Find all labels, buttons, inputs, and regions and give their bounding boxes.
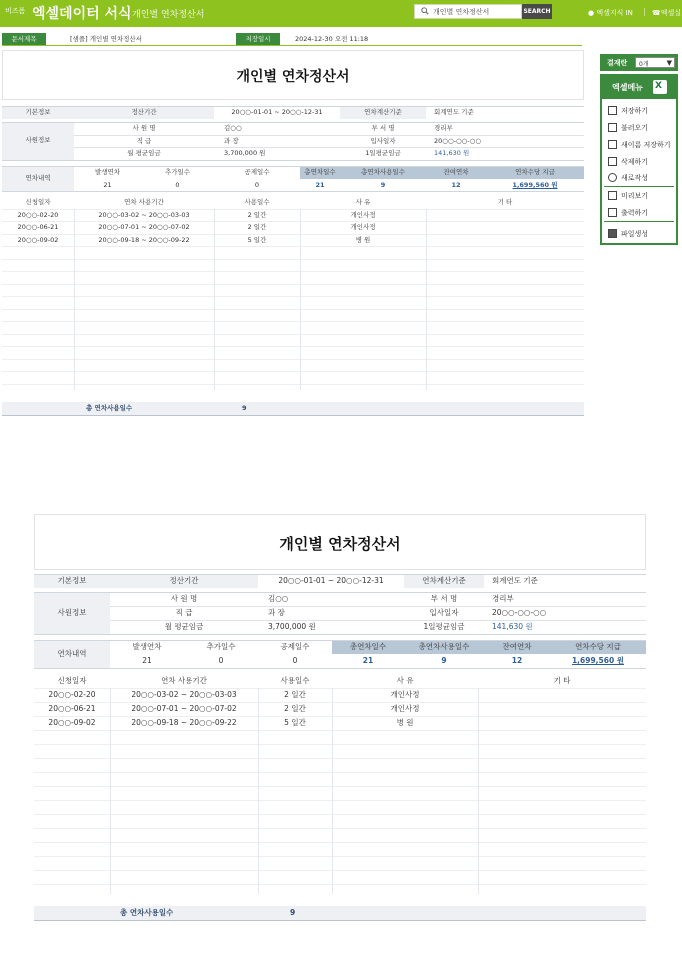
- menu-delete-label: 삭제하기: [621, 158, 649, 166]
- brand-small[interactable]: 비즈폼: [5, 7, 26, 15]
- menu-divider: [604, 186, 674, 187]
- usage-cell: 20○○-09-18 ~ 20○○-09-22: [98, 235, 190, 244]
- leave-header: 연차수당 지급: [550, 640, 646, 654]
- leave-value: 21: [142, 656, 152, 665]
- search-button[interactable]: SEARCH: [522, 4, 552, 19]
- usage-cell: 5 일간: [247, 235, 267, 244]
- grid-line: [2, 246, 584, 247]
- leave-header: 총연차사용일수: [340, 166, 426, 179]
- block-divider: [2, 166, 584, 167]
- menu-save-as-label: 새이름 저장하기: [621, 141, 671, 149]
- grid-column-line: [110, 688, 111, 894]
- usage-cell: 2 일간: [247, 223, 267, 231]
- leave-header: 발생연차: [94, 168, 121, 176]
- leave-header: 공제일수: [244, 168, 270, 176]
- menu-print-label: 출력하기: [621, 209, 649, 217]
- block-divider: [34, 592, 646, 593]
- leave-header: 잔여연차: [484, 640, 550, 654]
- grid-line: [2, 259, 584, 260]
- approval-select-value: 0개: [639, 61, 649, 68]
- leave-value: 0: [254, 180, 260, 189]
- menu-create-file-label: 파일생성: [621, 230, 649, 238]
- leave-value: 0: [175, 180, 180, 189]
- employee-info-label: 사원정보: [2, 122, 74, 160]
- grid-line: [34, 884, 646, 885]
- basis-label: 연차계산기준: [404, 574, 484, 588]
- grid-line: [2, 346, 584, 347]
- usage-cell: 20○○-02-20: [48, 690, 96, 699]
- basis-label: 연차계산기준: [340, 106, 426, 119]
- employee-field-label: 입사일자: [429, 608, 459, 617]
- employee-field-label: 부 서 명: [430, 594, 458, 603]
- employee-field-label: 사 원 명: [170, 594, 198, 603]
- grid-line: [34, 870, 646, 871]
- usage-cell: 개인사정: [390, 690, 420, 699]
- row-divider: [2, 415, 584, 416]
- usage-header: 신청일자: [25, 198, 51, 206]
- grid-line: [34, 800, 646, 801]
- excel-knowledge-link[interactable]: [588, 8, 633, 18]
- brand-subtitle: 개인별 연차정산서: [132, 10, 205, 20]
- grid-line: [34, 786, 646, 787]
- grid-line: [34, 730, 646, 731]
- grid-line: [34, 688, 646, 689]
- phone-icon: ☎: [652, 9, 661, 17]
- excel-icon: X: [653, 80, 667, 94]
- usage-cell: 병 원: [396, 718, 414, 727]
- sheet-title-box: [34, 514, 646, 570]
- block-divider: [34, 634, 646, 635]
- grid-line: [34, 856, 646, 857]
- basis-value: 회계연도 기준: [492, 576, 538, 585]
- doc-date-value: 2024-12-30 오전 11:18: [295, 35, 369, 43]
- basic-info-label: 기본정보: [2, 106, 74, 119]
- employee-field-value: 과 장: [224, 136, 239, 145]
- usage-cell: 20○○-07-01 ~ 20○○-07-02: [131, 704, 237, 713]
- usage-cell: 20○○-06-21: [17, 223, 59, 231]
- menu-divider: [604, 221, 674, 222]
- grid-column-line: [214, 209, 215, 391]
- employee-field-value: 경리부: [492, 594, 514, 603]
- grid-line: [2, 296, 584, 297]
- employee-field-label: 사 원 명: [132, 124, 156, 132]
- block-divider: [2, 106, 584, 107]
- employee-field-label: 1일평균임금: [423, 622, 465, 631]
- usage-cell: 5 일간: [284, 718, 306, 727]
- grid-line: [2, 371, 584, 372]
- employee-field-label: 월 평균임금: [164, 622, 204, 631]
- grid-line: [34, 716, 646, 717]
- search-input[interactable]: [414, 4, 522, 19]
- menu-save[interactable]: [608, 104, 676, 118]
- period-label: 정산기간: [74, 106, 214, 119]
- leave-header: 공제일수: [280, 642, 310, 651]
- menu-load[interactable]: [608, 121, 676, 135]
- doc-title-value: [샘플] 개인별 연차정산서: [70, 35, 142, 43]
- save-as-icon: [608, 140, 617, 149]
- menu-new-label: 새로작성: [621, 174, 649, 182]
- leave-header: 연차수당 지급: [486, 166, 584, 179]
- employee-field-value: 141,630 원: [434, 149, 470, 157]
- menu-save-as[interactable]: [608, 138, 676, 152]
- employee-field-value: 경리부: [434, 124, 453, 132]
- grid-line: [2, 384, 584, 385]
- menu-create-file[interactable]: [608, 227, 676, 241]
- usage-header: 신청일자: [57, 676, 87, 685]
- header-divider: [2, 45, 582, 46]
- refresh-icon: [608, 173, 617, 182]
- basic-info-label: 기본정보: [34, 574, 110, 588]
- menu-preview-label: 미리보기: [621, 192, 649, 200]
- row-divider: [2, 191, 584, 192]
- employee-field-label: 월 평균임금: [127, 149, 161, 157]
- row-divider: [34, 668, 646, 669]
- usage-cell: [478, 688, 646, 702]
- leave-value: 1,699,560 원: [571, 656, 625, 665]
- period-value: 20○○-01-01 ~ 20○○-12-31: [231, 108, 323, 116]
- usage-cell: 20○○-06-21: [48, 704, 96, 713]
- leave-value: 21: [103, 180, 112, 189]
- total-value: 9: [242, 404, 247, 412]
- chevron-down-icon: ▼: [666, 59, 672, 67]
- excel-menu-panel: [600, 74, 678, 245]
- leave-value: 0: [292, 656, 298, 665]
- block-divider: [34, 640, 646, 641]
- block-divider: [34, 574, 646, 575]
- usage-header: 기 타: [497, 198, 513, 206]
- approval-label: 결재란: [607, 59, 628, 67]
- employee-field-label: 입사일자: [370, 136, 396, 145]
- excel-knowledge-label: 엑셀지식 IN: [596, 9, 633, 17]
- leave-header: 잔여연차: [426, 166, 486, 179]
- grid-column-line: [74, 209, 75, 391]
- employee-field-label: 1일평균임금: [365, 149, 401, 157]
- usage-header: 기 타: [553, 676, 571, 685]
- total-label: 총 연차사용일수: [86, 404, 133, 412]
- usage-cell: [478, 702, 646, 716]
- employee-field-value: 김○○: [268, 594, 289, 603]
- total-label: 총 연차사용일수: [120, 908, 174, 917]
- leave-value: 1,699,560 원: [512, 180, 558, 189]
- grid-column-line: [332, 688, 333, 894]
- doc-title-label: 문서제목: [2, 33, 46, 45]
- usage-cell: [426, 234, 584, 247]
- leave-header: 추가일수: [206, 642, 236, 651]
- print-icon: [608, 208, 617, 217]
- menu-print[interactable]: [608, 206, 676, 220]
- grid-line: [34, 772, 646, 773]
- usage-cell: 20○○-03-02 ~ 20○○-03-03: [131, 690, 237, 699]
- grid-line: [34, 828, 646, 829]
- excel-room-link[interactable]: [652, 8, 681, 18]
- grid-line: [34, 744, 646, 745]
- usage-cell: 개인사정: [350, 210, 376, 219]
- leave-value: 21: [315, 180, 325, 189]
- menu-new[interactable]: [608, 171, 676, 185]
- excel-room-label: 엑셀실: [660, 9, 682, 17]
- grid-line: [2, 309, 584, 310]
- doc-date-label: 저장일시: [236, 33, 280, 45]
- usage-cell: 20○○-07-01 ~ 20○○-07-02: [98, 223, 190, 231]
- folder-icon: [608, 229, 617, 238]
- employee-field-label: 직 급: [175, 608, 193, 617]
- menu-save-label: 저장하기: [621, 107, 649, 115]
- grid-line: [2, 359, 584, 360]
- usage-cell: 2 일간: [284, 704, 306, 713]
- grid-column-line: [300, 209, 301, 391]
- top-separator: |: [643, 7, 646, 16]
- grid-line: [34, 842, 646, 843]
- employee-field-value: 20○○-○○-○○: [492, 608, 547, 617]
- employee-field-value: 3,700,000 원: [224, 149, 266, 157]
- grid-column-line: [258, 688, 259, 894]
- employee-info-label: 사원정보: [34, 592, 110, 634]
- sheet-title-box: [2, 50, 584, 100]
- usage-header: 연차 사용기간: [161, 676, 207, 685]
- period-label: 정산기간: [110, 574, 258, 588]
- grid-line: [2, 209, 584, 210]
- menu-delete[interactable]: [608, 155, 676, 169]
- excel-menu-title: 엑셀메뉴: [612, 83, 643, 92]
- leave-label: 연차내역: [2, 166, 74, 191]
- grid-line: [2, 221, 584, 222]
- search-input-value: 개인별 연차정산서: [433, 8, 490, 16]
- basis-value: 회계연도 기준: [434, 108, 474, 116]
- grid-line: [34, 814, 646, 815]
- menu-preview[interactable]: [608, 189, 676, 203]
- usage-header: 사 유: [355, 198, 371, 206]
- employee-field-value: 141,630 원: [492, 622, 533, 631]
- approval-select[interactable]: [635, 57, 675, 68]
- monitor-icon: [608, 191, 617, 200]
- usage-cell: 20○○-09-02: [48, 718, 96, 727]
- employee-field-label: 부 서 명: [371, 124, 395, 132]
- usage-cell: 2 일간: [247, 210, 267, 219]
- leave-header: 발생연차: [132, 642, 162, 651]
- leave-label: 연차내역: [34, 640, 110, 668]
- grid-line: [2, 234, 584, 235]
- usage-cell: 20○○-09-18 ~ 20○○-09-22: [131, 718, 237, 727]
- brand-title[interactable]: 엑셀데이터 서식: [32, 6, 132, 22]
- menu-load-label: 불러오기: [621, 124, 649, 132]
- leave-value: 12: [511, 656, 523, 665]
- trash-icon: [608, 157, 617, 166]
- block-divider: [2, 122, 584, 123]
- usage-cell: 개인사정: [390, 704, 420, 713]
- grid-line: [2, 321, 584, 322]
- usage-cell: 20○○-03-02 ~ 20○○-03-03: [98, 210, 190, 219]
- sheet-title: 개인별 연차정산서: [236, 69, 350, 86]
- usage-header: 사용일수: [244, 198, 270, 206]
- search-icon: [421, 7, 429, 15]
- usage-cell: [478, 716, 646, 730]
- usage-header: 사 유: [396, 676, 414, 685]
- save-icon: [608, 106, 617, 115]
- grid-line: [2, 284, 584, 285]
- grid-line: [34, 702, 646, 703]
- grid-line: [2, 271, 584, 272]
- leave-value: 12: [451, 180, 461, 189]
- leave-header: 총연차사용일수: [404, 640, 484, 654]
- location-pin-icon: ●: [588, 9, 595, 17]
- leave-value: 21: [362, 656, 374, 665]
- excel-menu-header: [602, 76, 676, 99]
- employee-field-value: 3,700,000 원: [268, 622, 316, 631]
- block-divider: [2, 160, 584, 161]
- usage-header: 연차 사용기간: [124, 198, 164, 206]
- row-divider: [34, 920, 646, 921]
- period-value: 20○○-01-01 ~ 20○○-12-31: [278, 576, 384, 585]
- grid-line: [2, 334, 584, 335]
- usage-cell: 병 원: [355, 235, 371, 244]
- load-icon: [608, 123, 617, 132]
- grid-line: [34, 758, 646, 759]
- usage-cell: [426, 221, 584, 234]
- leave-header: 추가일수: [164, 168, 191, 176]
- usage-cell: 20○○-09-02: [17, 235, 59, 244]
- leave-value: 0: [218, 656, 224, 665]
- top-bar: [0, 0, 682, 27]
- employee-field-value: 20○○-○○-○○: [434, 136, 481, 145]
- leave-header: 총연차일수: [332, 640, 404, 654]
- usage-cell: 2 일간: [284, 690, 306, 699]
- usage-cell: 개인사정: [350, 223, 376, 231]
- total-value: 9: [290, 908, 296, 917]
- leave-header: 총연차일수: [300, 166, 340, 179]
- grid-column-line: [426, 209, 427, 391]
- employee-field-value: 김○○: [224, 124, 242, 132]
- sheet-title: 개인별 연차정산서: [279, 534, 401, 553]
- sheet-screen: [2, 50, 584, 416]
- leave-value: 9: [441, 656, 447, 665]
- grid-column-line: [478, 688, 479, 894]
- usage-cell: 20○○-02-20: [17, 210, 59, 219]
- sheet-preview: [34, 514, 646, 924]
- employee-field-label: 직 급: [136, 136, 152, 145]
- usage-header: 사용일수: [280, 676, 310, 685]
- usage-cell: [426, 209, 584, 222]
- leave-value: 9: [380, 180, 386, 189]
- employee-field-value: 과 장: [268, 608, 285, 617]
